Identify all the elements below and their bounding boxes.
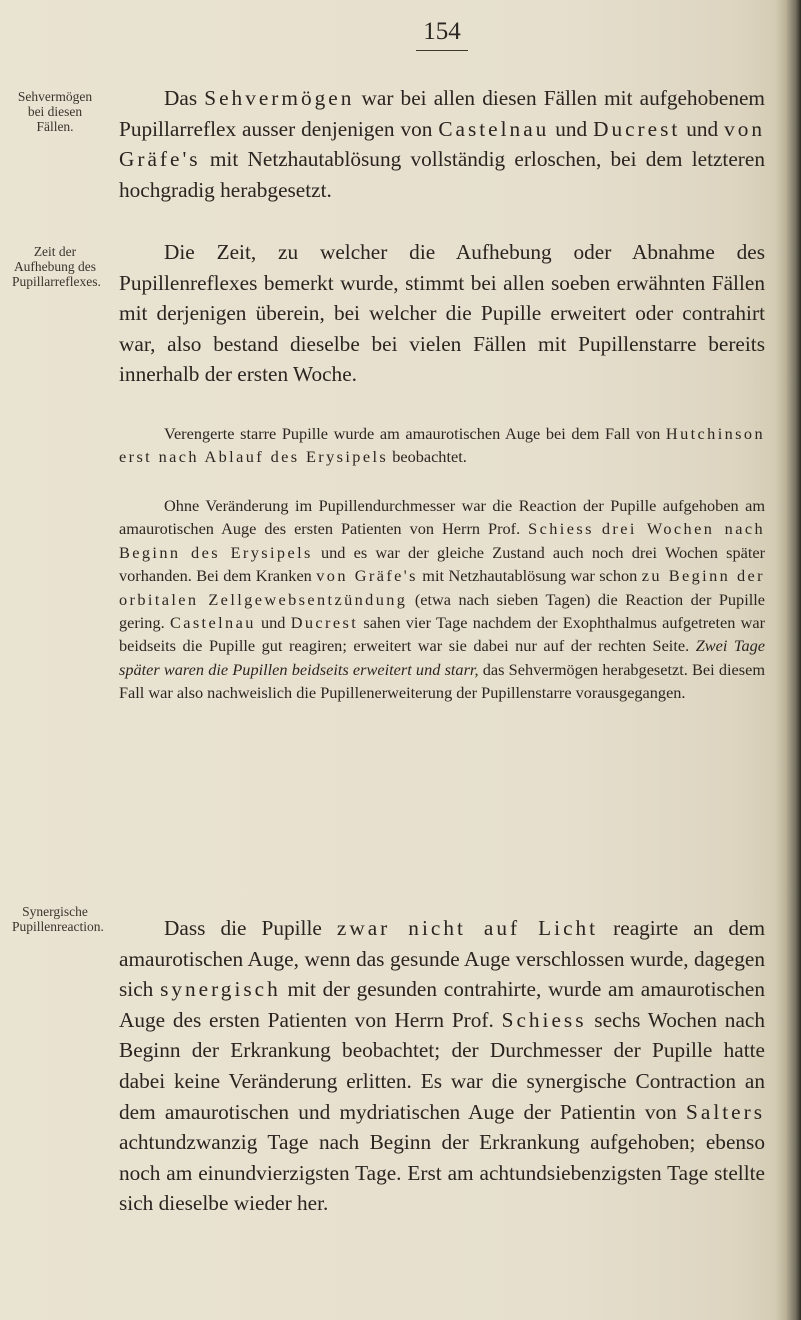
margin-note-zeit-aufhebung: Zeit der Aufhebung des Pupillarreflexes. xyxy=(12,244,101,289)
paragraph-zeit-aufhebung xyxy=(119,237,765,390)
paragraph-text: Die Zeit, zu welcher die Aufhebung oder Abnahme des Pupillenreflexes bemerkt wurde, stimmt bei allen soeben erwähnten Fällen mit derjenigen überein, bei welcher die Pupille erweitert oder contrahirt war, also bestand dieselbe bei vielen Fällen mit Pupillenstarre bereits innerhalb der ersten Woche. xyxy=(119,240,765,387)
paragraph-sehvermoegen xyxy=(119,83,765,205)
margin-note-sehvermoegen: Sehvermögen bei diesen Fällen. xyxy=(17,89,93,134)
paragraph-text: Dass die Pupille zwar nicht auf Licht reagirte an dem amaurotischen Auge, wenn das gesunde Auge verschlossen wurde, dagegen sich synergisch mit der gesunden contrahirte, wurde am amaurotischen Auge des ersten Patienten von Herrn Prof. Schiess sechs Wochen nach Beginn der Erkrankung beobachtet; der Durchmesser der Pupille hatte dabei keine Veränderung erlitten. Es war die synergische Contraction an dem amaurotischen und mydriatischen Auge der Patientin von Salters achtundzwanzig Tage nach Beginn der Erkrankung aufgehoben; ebenso noch am einundvierzigsten Tage. Erst am achtundsiebenzigsten Tage stellte sich dieselbe wieder her. xyxy=(119,916,766,1216)
smallprint-text: Ohne Veränderung im Pupillendurchmesser war die Reaction der Pupille aufgehoben am amaurotischen Auge des ersten Patienten von Herrn Prof. Schiess drei Wochen nach Beginn des Erysipels und es war der gleiche Zustand auch noch drei Wochen später vorhanden. Bei dem Kranken von Gräfe's mit Netzhautablösung war schon zu Beginn der orbitalen Zellgewebsentzündung (etwa nach sieben Tagen) die Reaction der Pupille gering. Castelnau und Ducrest sahen vier Tage nachdem der Exophthalmus aufgetreten war beidseits die Pupille gut reagiren; erweitert war sie dabei nur auf der rechten Seite. Zwei Tage später waren die Pupillen beidseits erweitert und starr, das Sehvermögen herabgesetzt. Bei diesem Fall war also nachweislich die Pupillenerweiterung der Pupillenstarre vorausgegangen. xyxy=(119,496,766,703)
smallprint-hutchinson xyxy=(119,422,765,469)
smallprint-schiess xyxy=(119,494,765,705)
paragraph-synergische xyxy=(119,913,765,1219)
page-edge-shadow xyxy=(775,0,801,1320)
page-number: 154 xyxy=(416,18,468,51)
paragraph-text: Das Sehvermögen war bei allen diesen Fällen mit aufgehobenem Pupillarreflex ausser denjenigen von Castelnau und Ducrest und von Gräfe's mit Netzhautablösung vollständig erloschen, bei dem letzteren hochgradig herabgesetzt. xyxy=(119,86,766,202)
smallprint-text: Verengerte starre Pupille wurde am amaurotischen Auge bei dem Fall von Hutchinson erst nach Ablauf des Erysipels beobachtet. xyxy=(119,424,765,467)
margin-note-synergische: Synergische Pupillenreaction. xyxy=(12,904,104,934)
